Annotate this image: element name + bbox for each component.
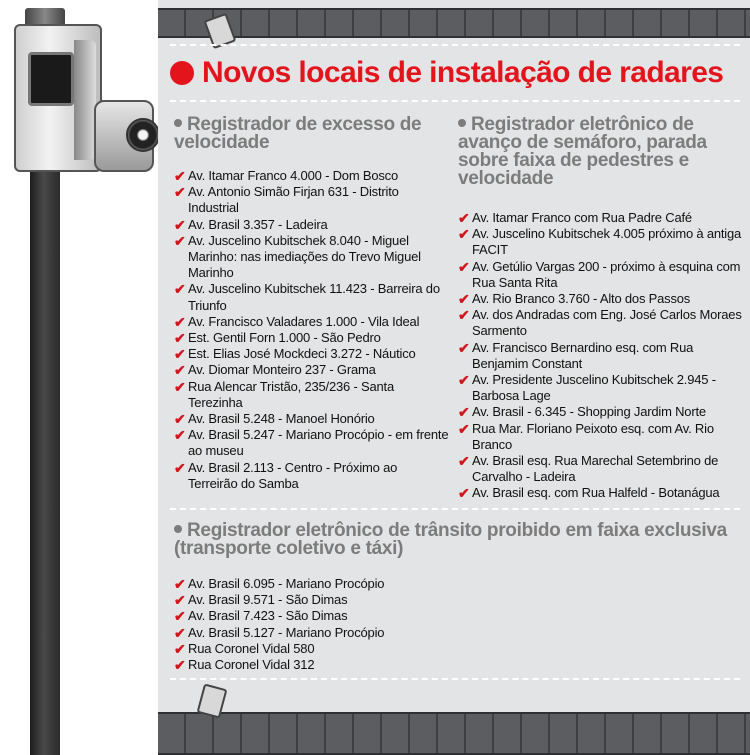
- list-item-text: Av. Antonio Simão Firjan 631 - Distrito Industrial: [188, 184, 399, 216]
- section-heading-text: Registrador eletrônico de trânsito proibido em faixa exclusiva (transporte coletivo e táxi): [174, 520, 727, 559]
- list-item-text: Rua Mar. Floriano Peixoto esq. com Av. Rio Branco: [472, 420, 714, 452]
- section-heading: [458, 116, 743, 188]
- radar-info-panel: [158, 0, 750, 755]
- list-item: [174, 427, 449, 459]
- bullet-icon: [174, 525, 182, 533]
- checkmark-icon: ✔: [174, 608, 186, 625]
- checkmark-icon: ✔: [458, 258, 470, 275]
- list-item: [174, 233, 449, 282]
- list-item-text: Av. Brasil 7.423 - São Dimas: [188, 608, 348, 624]
- checkmark-icon: ✔: [174, 624, 186, 641]
- list-item: [174, 379, 449, 411]
- list-item-text: Av. Brasil 6.095 - Mariano Procópio: [188, 576, 385, 591]
- list-item-text: Av. Brasil 5.127 - Mariano Procópio: [188, 624, 385, 640]
- section-heading-text: Registrador eletrônico de avanço de semáforo, parada sobre faixa de pedestres e velocidade: [458, 114, 707, 189]
- bullet-icon: [174, 119, 182, 127]
- list-item: [458, 453, 743, 485]
- checkmark-icon: ✔: [174, 657, 186, 674]
- checkmark-icon: ✔: [174, 362, 186, 379]
- checkmark-icon: ✔: [174, 168, 186, 184]
- list-item: [458, 210, 743, 226]
- list-item: [174, 460, 449, 492]
- list-item: [174, 184, 449, 216]
- divider: [170, 508, 740, 510]
- section-traffic-light: [458, 116, 743, 502]
- list-item: [458, 340, 743, 372]
- list-item-text: Av. Juscelino Kubitschek 8.040 - Miguel Marinho: nas imediações do Trevo Miguel Marinho: [188, 232, 421, 281]
- list-item: [458, 485, 743, 501]
- list-item-text: Rua Coronel Vidal 312: [188, 657, 315, 673]
- list-item-text: Av. Francisco Bernardino esq. com Rua Benjamim Constant: [472, 339, 694, 371]
- list-item-text: Est. Gentil Forn 1.000 - São Pedro: [188, 330, 381, 346]
- checkmark-icon: ✔: [174, 592, 186, 609]
- list-item: [458, 291, 743, 307]
- checkmark-icon: ✔: [174, 378, 186, 395]
- checkmark-icon: ✔: [174, 313, 186, 330]
- checkmark-icon: ✔: [174, 640, 186, 657]
- divider: [170, 100, 740, 102]
- checkmark-icon: ✔: [174, 427, 186, 444]
- radar-camera-window: [28, 52, 74, 106]
- list-item-text: Av. Itamar Franco 4.000 - Dom Bosco: [188, 168, 398, 183]
- list-item-text: Rua Coronel Vidal 580: [188, 640, 315, 656]
- list-item: [174, 625, 734, 641]
- radar-camera-side: [74, 40, 96, 160]
- list-item-text: Av. Francisco Valadares 1.000 - Vila Ideal: [188, 313, 420, 329]
- bullet-icon: [458, 119, 466, 127]
- list-item: [174, 411, 449, 427]
- radar-pole: [30, 160, 60, 755]
- list-item-text: Av. Juscelino Kubitschek 11.423 - Barreira do Triunfo: [188, 281, 440, 313]
- list-item-text: Av. Brasil 5.248 - Manoel Honório: [188, 411, 375, 427]
- checkmark-icon: ✔: [174, 216, 186, 233]
- list-item-text: Av. Brasil 3.357 - Ladeira: [188, 216, 328, 232]
- checkmark-icon: ✔: [174, 184, 186, 201]
- address-list: [174, 576, 734, 673]
- list-item-text: Av. Getúlio Vargas 200 - próximo à esquina com Rua Santa Rita: [472, 258, 741, 290]
- list-item-text: Av. Brasil esq. com Rua Halfeld - Botanágua: [472, 485, 720, 501]
- checkmark-icon: ✔: [174, 346, 186, 363]
- title-bullet-icon: [170, 61, 194, 85]
- list-item: [174, 608, 734, 624]
- checkmark-icon: ✔: [458, 485, 470, 502]
- checkmark-icon: ✔: [174, 459, 186, 476]
- checkmark-icon: ✔: [174, 411, 186, 428]
- address-list: [174, 168, 449, 492]
- radar-lens-icon: [126, 118, 160, 152]
- checkmark-icon: ✔: [458, 453, 470, 470]
- list-item-text: Rua Alencar Tristão, 235/236 - Santa Terezinha: [188, 378, 394, 410]
- list-item: [458, 421, 743, 453]
- list-item-text: Av. Brasil 2.113 - Centro - Próximo ao Terreirão do Samba: [188, 459, 398, 491]
- list-item-text: Av. dos Andradas com Eng. José Carlos Moraes Sarmento: [472, 307, 742, 339]
- list-item: [458, 259, 743, 291]
- section-exclusive-lane: [174, 522, 734, 673]
- list-item-text: Av. Brasil 5.247 - Mariano Procópio - em frente ao museu: [188, 427, 449, 459]
- section-heading-text: Registrador de excesso de velocidade: [174, 114, 422, 153]
- list-item-text: Av. Diomar Monteiro 237 - Grama: [188, 362, 376, 378]
- checkmark-icon: ✔: [174, 232, 186, 249]
- checkmark-icon: ✔: [458, 291, 470, 308]
- checkmark-icon: ✔: [458, 404, 470, 421]
- list-item-text: Av. Brasil esq. Rua Marechal Setembrino de Carvalho - Ladeira: [472, 453, 719, 485]
- list-item: [174, 592, 734, 608]
- list-item: [174, 362, 449, 378]
- checkmark-icon: ✔: [458, 307, 470, 324]
- list-item: [458, 372, 743, 404]
- checkmark-icon: ✔: [458, 372, 470, 389]
- top-fence-decoration: [158, 8, 750, 38]
- list-item: [174, 657, 734, 673]
- list-item: [174, 314, 449, 330]
- divider: [170, 44, 740, 46]
- page-title: Novos locais de instalação de radares: [202, 56, 724, 89]
- checkmark-icon: ✔: [458, 226, 470, 243]
- checkmark-icon: ✔: [458, 420, 470, 437]
- section-heading: [174, 522, 734, 558]
- list-item: [174, 576, 734, 592]
- list-item-text: Av. Presidente Juscelino Kubitschek 2.945 - Barbosa Lage: [472, 372, 716, 404]
- list-item: [174, 217, 449, 233]
- checkmark-icon: ✔: [174, 576, 186, 592]
- list-item: [174, 330, 449, 346]
- list-item: [458, 307, 743, 339]
- list-item-text: Av. Juscelino Kubitschek 4.005 próximo à antiga FACIT: [472, 226, 742, 258]
- checkmark-icon: ✔: [174, 281, 186, 298]
- section-speed: [174, 116, 449, 492]
- checkmark-icon: ✔: [458, 210, 470, 226]
- checkmark-icon: ✔: [458, 339, 470, 356]
- checkmark-icon: ✔: [174, 330, 186, 347]
- section-heading: [174, 116, 449, 152]
- list-item: [458, 404, 743, 420]
- bottom-fence-decoration: [158, 712, 750, 755]
- list-item-text: Av. Itamar Franco com Rua Padre Café: [472, 210, 692, 225]
- list-item-text: Est. Elias José Mockdeci 3.272 - Náutico: [188, 346, 416, 362]
- list-item: [458, 226, 743, 258]
- address-list: [458, 210, 743, 502]
- list-item: [174, 346, 449, 362]
- divider: [170, 678, 740, 680]
- header: [170, 56, 723, 90]
- list-item: [174, 281, 449, 313]
- list-item: [174, 168, 449, 184]
- list-item-text: Av. Rio Branco 3.760 - Alto dos Passos: [472, 291, 691, 307]
- list-item: [174, 641, 734, 657]
- list-item-text: Av. Brasil - 6.345 - Shopping Jardim Norte: [472, 404, 706, 420]
- list-item-text: Av. Brasil 9.571 - São Dimas: [188, 592, 348, 608]
